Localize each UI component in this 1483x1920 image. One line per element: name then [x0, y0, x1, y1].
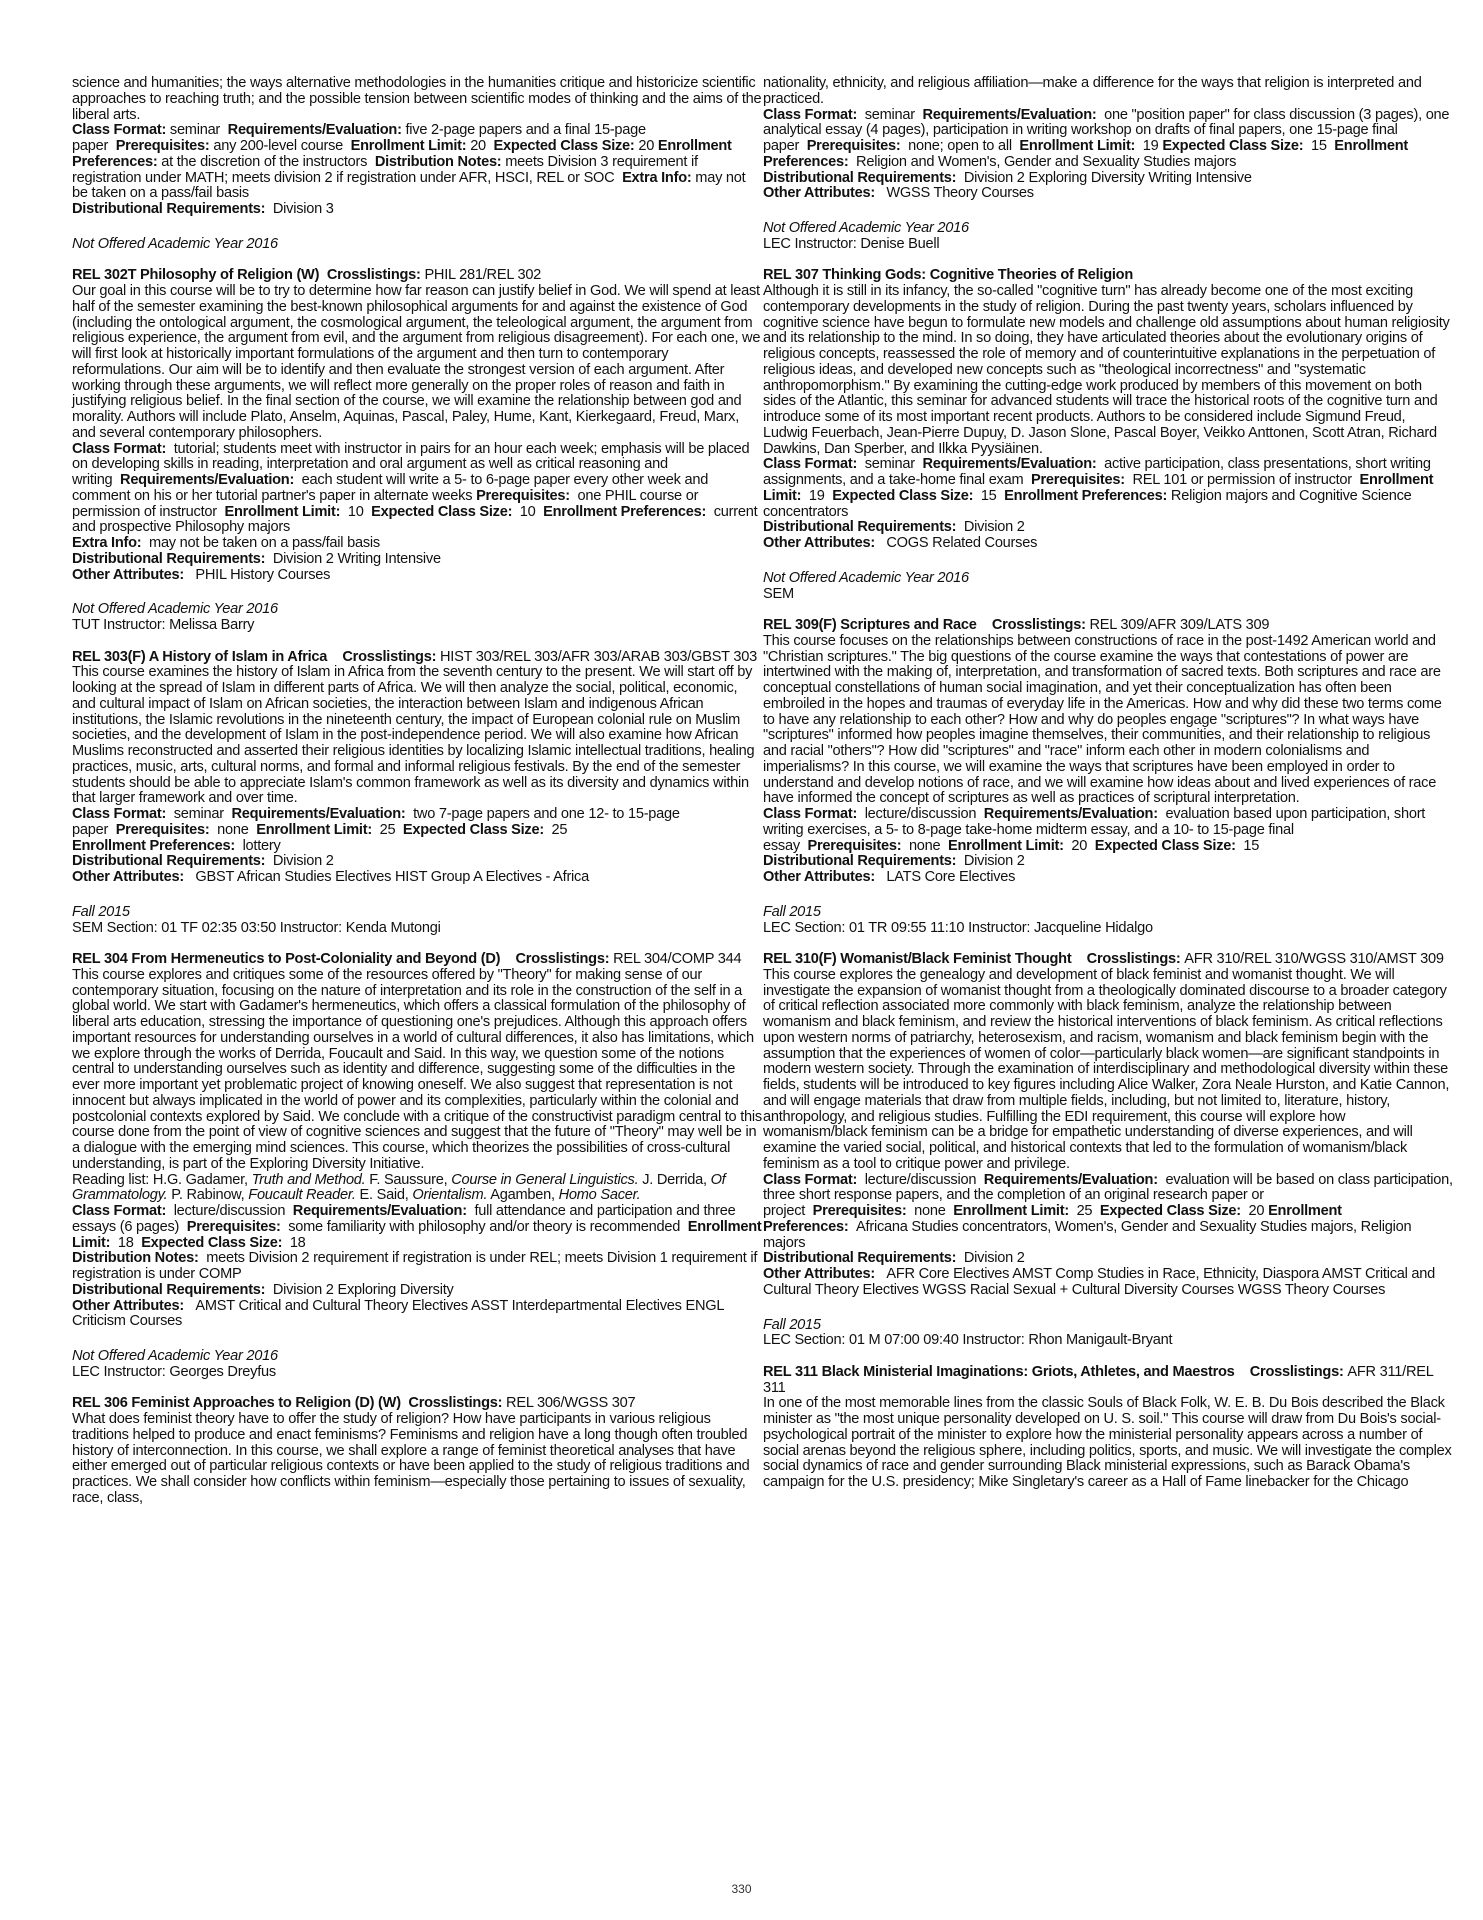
other-attributes: Other Attributes: LATS Core Electives: [763, 869, 1016, 885]
section-info: LEC Section: 01 M 07:00 09:40 Instructor: Rhon Manigault-Bryant: [763, 1332, 1173, 1349]
course-description: science and humanities; the ways alternative methodologies in the humanities critique and historicize scientific approaches to reaching truth; and the possible tension between scientific modes of thinking and the aims of the liberal arts.: [72, 75, 762, 123]
course-description: In one of the most memorable lines from the classic Souls of Black Folk, W. E. B. Du Bois described the Black minister as "the most unique personality developed on U. S. soil." This course will draw from Du Bois's social-psychological portrait of the minister to explore how the ministerial personality appears across a number of social arenas beyond the religious sphere, including politics, sports, and music. We will investigate the complex social dynamics of race and gender surrounding Black ministerial expressions, such as Barack Obama's campaign for the U.S. presidency; Mike Singletary's career as a Hall of Fame linebacker for the Chicago: [763, 1395, 1452, 1490]
extra-info: Extra Info: may not be taken on a pass/fail basis: [72, 535, 380, 551]
course-details: Class Format: seminar Requirements/Evaluation: active participation, class presentations, short writing assignments, and a take-home final exam Prerequisites: REL 101 or permission of instructor Enrollment Limit: 19 Expected Class Size: 15 Enrollment Preferences: Religion majors and Cognitive Science concentrators: [763, 456, 1434, 520]
course-details: Class Format: lecture/discussion Requirements/Evaluation: evaluation will be based on class participation, three short response papers, and the completion of an original research paper or project Prerequisites: none Enrollment Limit: 25 Expected Class Size: 20 Enrollment Preferences: Africana Studies concentrators, Women's, Gender and Sexuality Studies majors, Religion majors: [763, 1171, 1453, 1251]
course-title: REL 304 From Hermeneutics to Post-Coloniality and Beyond (D) Crosslistings: REL 304/COMP 344: [72, 951, 742, 967]
section-info: TUT Instructor: Melissa Barry: [72, 617, 255, 633]
course-title: REL 307 Thinking Gods: Cognitive Theories of Religion: [763, 267, 1134, 284]
offering-status: Not Offered Academic Year 2016: [72, 601, 278, 618]
course-details: Class Format: seminar Requirements/Evaluation: two 7-page papers and one 12- to 15-page paper Prerequisites: none Enrollment Limit: 25 Expected Class Size: 25: [72, 806, 680, 838]
course-rel-304: [72, 905, 762, 1330]
other-attributes: Other Attributes: AFR Core Electives AMST Comp Studies in Race, Ethnicity, Diaspora AMST Critical and Cultural Theory Electives WGSS Racial Sexual + Cultural Diversity Courses WGSS Theory Courses: [763, 1266, 1436, 1298]
distributional-requirements: Distributional Requirements: Division 2 Writing Intensive: [72, 550, 441, 567]
right-column: [763, 76, 1453, 1510]
offering-status: Fall 2015: [72, 903, 130, 920]
section-info: LEC Section: 01 TR 09:55 11:10 Instructor: Jacqueline Hidalgo: [763, 919, 1153, 936]
distributional-requirements: Distributional Requirements: Division 3: [72, 201, 334, 217]
reading-list: Reading list: H.G. Gadamer, Truth and Method. F. Saussure, Course in General Linguistics. J. Derrida, Of Grammatology. P. Rabinow, Foucault Reader. E. Said, Orientalism. Agamben, Homo Sacer.: [72, 1171, 726, 1204]
course-details: Class Format: lecture/discussion Requirements/Evaluation: full attendance and participation and three essays (6 pages) Prerequisites: some familiarity with philosophy and/or theory is recommended Enrollment Limit: 18 Expected Class Size: 18: [72, 1203, 762, 1251]
course-rel-306: [72, 1349, 762, 1507]
course-title: REL 303(F) A History of Islam in Africa Crosslistings: HIST 303/REL 303/AFR 303/ARAB 303/GBST 303: [72, 648, 757, 665]
course-description: Our goal in this course will be to try to determine how far reason can justify belief in God. We will spend at least half of the semester examining the best-known philosophical arguments for and against the existence of God (including the ontological argument, the cosmological argument, the teleological argument, the argument from religious experience, the argument from evil, and the argument from religious disagreement). For each one, we will first look at historically important formulations of the argument and then turn to contemporary reformulations. Our aim will be to identify and then evaluate the strongest version of each argument. After working through these arguments, we will reflect more generally on the proper roles of reason and faith in justifying religious belief. In the final section of the course, we will examine the relationship between god and morality. Authors will include Plato, Anselm, Aquinas, Pascal, Paley, Hume, Kant, Kierkegaard, Freud, Marx, and several contemporary philosophers.: [72, 283, 761, 441]
course-title: REL 309(F) Scriptures and Race Crosslistings: REL 309/AFR 309/LATS 309: [763, 617, 1270, 633]
course-details: Class Format: tutorial; students meet with instructor in pairs for an hour each week; emphasis will be placed on developing skills in reading, interpretation and oral argument as well as critical reasoning and writing Requirements/Evaluation: each student will write a 5- to 6-page paper every other week and comment on his or her tutorial partner's paper in alternate weeks Prerequisites: one PHIL course or permission of instructor Enrollment Limit: 10 Expected Class Size: 10 Enrollment Preferences: current and prospective Philosophy majors: [72, 440, 758, 536]
distributional-requirements: Distributional Requirements: Division 2: [763, 853, 1025, 870]
distributional-requirements: Distributional Requirements: Division 2: [763, 519, 1025, 536]
left-column: [72, 76, 762, 1526]
course-rel-303: [72, 602, 762, 886]
distributional-requirements: Distributional Requirements: Division 2: [763, 1250, 1025, 1267]
enrollment-preferences: Enrollment Preferences: lottery: [72, 837, 281, 854]
other-attributes: Other Attributes: COGS Related Courses: [763, 535, 1038, 551]
section-info: LEC Instructor: Denise Buell: [763, 235, 940, 252]
other-attributes: Other Attributes: GBST African Studies Electives HIST Group A Electives - Africa: [72, 869, 589, 885]
section-info: SEM: [763, 585, 794, 602]
course-rel-302t: [72, 237, 762, 584]
section-info: LEC Instructor: Georges Dreyfus: [72, 1363, 276, 1380]
course-description: This course examines the history of Islam in Africa from the seventh century to the present. We will start off by looking at the spread of Islam in different parts of Africa. We will then analyze the social, political, economic, and cultural impact of Islam on African societies, the interaction between Islam and indigenous African institutions, the Islamic revolutions in the nineteenth century, the impact of European colonial rule on Muslim societies, and the development of Islam in the post-independence period. We will also examine how African Muslims reconstructed and asserted their religious identities by localizing Islamic intellectual traditions, healing practices, music, arts, cultural norms, and formal and informal religious festivals. By the end of the semester students should be able to appreciate Islam's common framework as well as its diversity and dynamics within that larger framework and over time.: [72, 664, 755, 807]
course-intro-continuation: [72, 76, 762, 218]
offering-status: Not Offered Academic Year 2016: [72, 235, 278, 252]
course-title: REL 306 Feminist Approaches to Religion (D) (W) Crosslistings: REL 306/WGSS 307: [72, 1395, 636, 1412]
distributional-requirements: Distributional Requirements: Division 2 Exploring Diversity Writing Intensive: [763, 169, 1252, 186]
course-rel-311: [763, 1318, 1453, 1491]
course-description: Although it is still in its infancy, the so-called "cognitive turn" has already become one of the most exciting contemporary developments in the study of religion. During the past twenty years, scholars influenced by cognitive science have begun to formulate new models and challenge old assumptions about human religiosity and its relationship to the mind. In so doing, they have articulated theories about the evolutionary origins of religious concepts, reassessed the role of memory and of counterintuitive explanations in the perpetuation of religious ideas, and developed new concepts such as "theological incorrectness" and "systematic anthropomorphism." By examining the cutting-edge work produced by members of this movement on both sides of the Atlantic, this seminar for advanced students will trace the historical roots of the cognitive turn and introduce some of its most important recent products. Authors to be considered include Sigmund Freud, Ludwig Feuerbach, Jean-Pierre Dupuy, D. Jason Slone, Pascal Boyer, Veikko Anttonen, Scott Atran, Richard Dawkins, Dan Sperber, and Ilkka Pyysiäinen.: [763, 283, 1450, 457]
offering-status: Fall 2015: [763, 903, 821, 920]
course-rel-306-continued: [763, 76, 1453, 202]
course-title: REL 310(F) Womanist/Black Feminist Thought Crosslistings: AFR 310/REL 310/WGSS 310/AMST 309: [763, 951, 1444, 967]
distributional-requirements: Distributional Requirements: Division 2 Exploring Diversity: [72, 1281, 454, 1298]
course-description: What does feminist theory have to offer the study of religion? How have participants in various religious traditions helped to produce and enact feminisms? Feminisms and religion have a long though often troubled history of interconnection. In this course, we shall explore a range of feminist theoretical analyses that have either emerged out of particular religious contexts or have been applied to the study of religious traditions and practices. We shall consider how conflicts within feminism—especially those pertaining to issues of sexuality, race, class,: [72, 1411, 750, 1506]
course-rel-307: [763, 221, 1453, 552]
section-info: SEM Section: 01 TF 02:35 03:50 Instructor: Kenda Mutongi: [72, 919, 441, 936]
course-description: This course explores and critiques some of the resources offered by "Theory" for making sense of our contemporary situation, focusing on the nature of interpretation and its role in the construction of the self in a global world. We start with Gadamer's hermeneutics, which offers a classical formulation of the philosophy of liberal arts education, stressing the importance of questioning one's prejudices. Although this approach offers important resources for understanding ourselves in a world of cultural differences, it also has limitations, which we explore through the works of Derrida, Foucault and Said. In this way, we question some of the notions central to understanding ourselves such as identity and difference, suggesting some of the difficulties in the ever more important yet problematic project of knowing oneself. We also suggest that representation is not innocent but always implicated in the world of power and its complexities, particularly within the colonial and postcolonial contexts explored by Said. We conclude with a critique of the constructivist paradigm central to this course done from the point of view of cognitive sciences and suggest that the future of "Theory" may well be in a dialogue with the emerging mind sciences. This course, which theorizes the possibilities of cross-cultural understanding, is part of the Exploring Diversity Initiative.: [72, 966, 762, 1172]
course-details: Class Format: seminar Requirements/Evaluation: five 2-page papers and a final 15-page paper Prerequisites: any 200-level course Enrollment Limit: 20 Expected Class Size: 20 Enrollment Preferences: at the discretion of the instructors Distribution Notes: meets Division 3 requirement if registration under MATH; meets division 2 if registration under AFR, HSCI, REL or SOC Extra Info: may not be taken on a pass/fail basis: [72, 122, 746, 202]
course-title: REL 311 Black Ministerial Imaginations: Griots, Athletes, and Maestros Crosslistings: AFR 311/REL 311: [763, 1363, 1434, 1396]
offering-status: Not Offered Academic Year 2016: [72, 1348, 278, 1364]
page-number: 330: [731, 1882, 752, 1896]
offering-status: Not Offered Academic Year 2016: [763, 220, 969, 236]
distribution-notes: Distribution Notes: meets Division 2 requirement if registration is under REL; meets Division 1 requirement if registration is under COMP: [72, 1250, 758, 1282]
other-attributes: Other Attributes: AMST Critical and Cultural Theory Electives ASST Interdepartmental Electives ENGL Criticism Courses: [72, 1297, 724, 1330]
course-details: Class Format: seminar Requirements/Evaluation: one "position paper" for class discussion (3 pages), one analytical essay (4 pages), participation in writing workshop on drafts of final papers, one 15-page final paper Prerequisites: none; open to all Enrollment Limit: 19 Expected Class Size: 15 Enrollment Preferences: Religion and Women's, Gender and Sexuality Studies majors: [763, 106, 1450, 170]
other-attributes: Other Attributes: PHIL History Courses: [72, 566, 331, 583]
distributional-requirements: Distributional Requirements: Division 2: [72, 853, 334, 870]
course-description: This course focuses on the relationships between constructions of race in the post-1492 American world and "Christian scriptures." The big questions of the course examine the ways that contestations of power are intertwined with the making of, interpretation, and transformation of sacred texts. Both scriptures and race are conceptual constellations of human social imagination, and yet their conceptualization has often been embroiled in the hopes and traumas of everyday life in the Americas. How and why did these two terms come to have any relationship to each other? How and why do peoples engage "scriptures"? In what ways have "scriptures" informed how peoples imagine themselves, their communities, and their relationship to religious and racial "others"? How did "scriptures" and "race" inform each other in modern colonialisms and imperialisms? In this course, we will examine the ways that scriptures have been employed in order to understand and develop notions of race, and we will examine how ideas about and lived experiences of race have informed the concept of scriptures as well as practices of scriptural interpretation.: [763, 632, 1442, 807]
course-rel-309: [763, 571, 1453, 886]
course-description: This course explores the genealogy and development of black feminist and womanist thought. We will investigate the expansion of womanist thought from a theologically dominated discourse to a broader category of critical reflection associated more commonly with black feminism, analyze the relationship between womanism and black feminism, and review the historical interventions of black feminism. As critical reflections upon western norms of patriarchy, heterosexism, and racism, womanism and black feminism begin with the assumption that the experiences of women of color—particularly black women—are significant standpoints in modern western society. Through the examination of interdisciplinary and methodological diversity within these fields, students will be introduced to key figures including Alice Walker, Zora Neale Hurston, and Katie Cannon, and will engage materials that draw from multiple fields, including, but not limited to, literature, history, anthropology, and religious studies. Fulfilling the EDI requirement, this course will explore how womanism/black feminism can be a bridge for empathetic understanding of diverse experiences, and will examine the varied social, political, and historical contexts that led to the formulation of womanism/black feminism as a tool to critique power and privilege.: [763, 966, 1450, 1172]
offering-status: Fall 2015: [763, 1316, 821, 1333]
course-rel-310: [763, 905, 1453, 1299]
course-details: Class Format: lecture/discussion Requirements/Evaluation: evaluation based upon participation, short writing exercises, a 5- to 8-page take-home midterm essay, and a 10- to 15-page final essay Prerequisites: none Enrollment Limit: 20 Expected Class Size: 15: [763, 806, 1426, 854]
offering-status: Not Offered Academic Year 2016: [763, 569, 969, 586]
course-description: nationality, ethnicity, and religious affiliation—make a difference for the ways that religion is interpreted and practiced.: [763, 75, 1422, 107]
course-title: REL 302T Philosophy of Religion (W) Crosslistings: PHIL 281/REL 302: [72, 267, 542, 284]
other-attributes: Other Attributes: WGSS Theory Courses: [763, 185, 1034, 202]
